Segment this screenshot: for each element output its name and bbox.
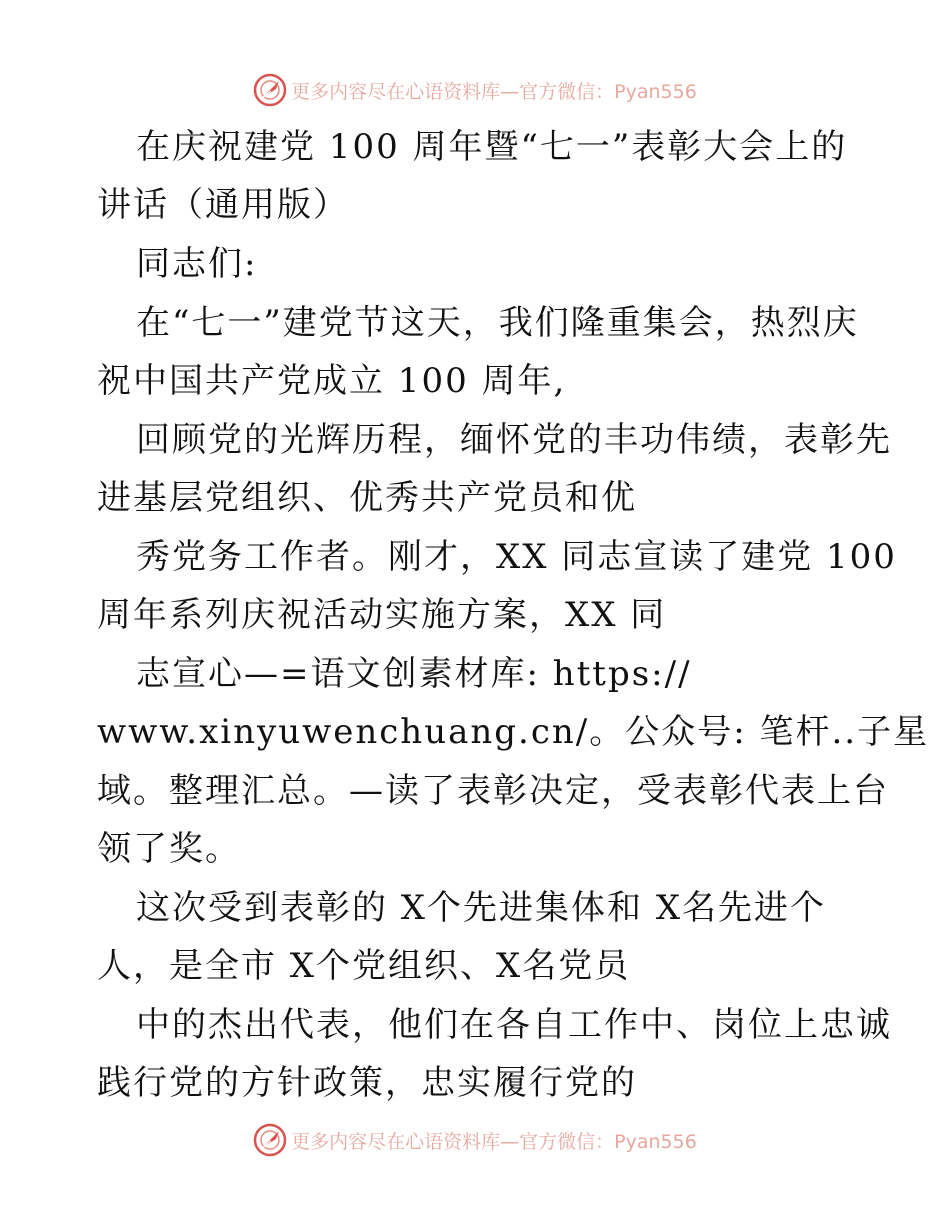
paragraph-line: 周年系列庆祝活动实施方案，XX 同 [97,595,667,635]
paragraph-line: 进基层党组织、优秀共产党员和优 [97,478,637,518]
paragraph-line: 秀党务工作者。刚才，XX 同志宣读了建党 100 [136,537,897,577]
paragraph-line: 回顾党的光辉历程，缅怀党的丰功伟绩，表彰先 [136,420,892,460]
paragraph-line: 祝中国共产党成立 100 周年, [97,361,567,401]
footer-watermark [0,1120,950,1160]
paragraph-line: 志宣心—=语文创素材库: https:// [136,654,692,694]
paragraph-line: 这次受到表彰的 X个先进集体和 X名先进个 [136,888,827,928]
title-line-1: 在庆祝建党 100 周年暨“七一”表彰大会上的 [136,127,848,167]
paragraph-line: 领了奖。 [97,829,241,869]
paragraph-line: www.xinyuwenchuang.cn/。公众号: 笔杆..子星 [97,712,930,752]
salutation: 同志们: [136,244,258,284]
watermark-text: 更多内容尽在心语资料库—官方微信：Pyan556 [291,1130,697,1153]
quill-logo-icon [253,1123,287,1157]
title-line-2: 讲话（通用版） [97,185,349,225]
paragraph-line: 践行党的方针政策，忠实履行党的 [97,1063,637,1103]
paragraph-line: 中的杰出代表，他们在各自工作中、岗位上忠诚 [136,1005,892,1045]
paragraph-line: 在“七一”建党节这天，我们隆重集会，热烈庆 [136,303,859,343]
paragraph-line: 域。整理汇总。—读了表彰决定，受表彰代表上台 [97,771,889,811]
paragraph-line: 人，是全市 X个党组织、X名党员 [97,946,631,986]
watermark-text: 更多内容尽在心语资料库—官方微信：Pyan556 [291,80,697,103]
